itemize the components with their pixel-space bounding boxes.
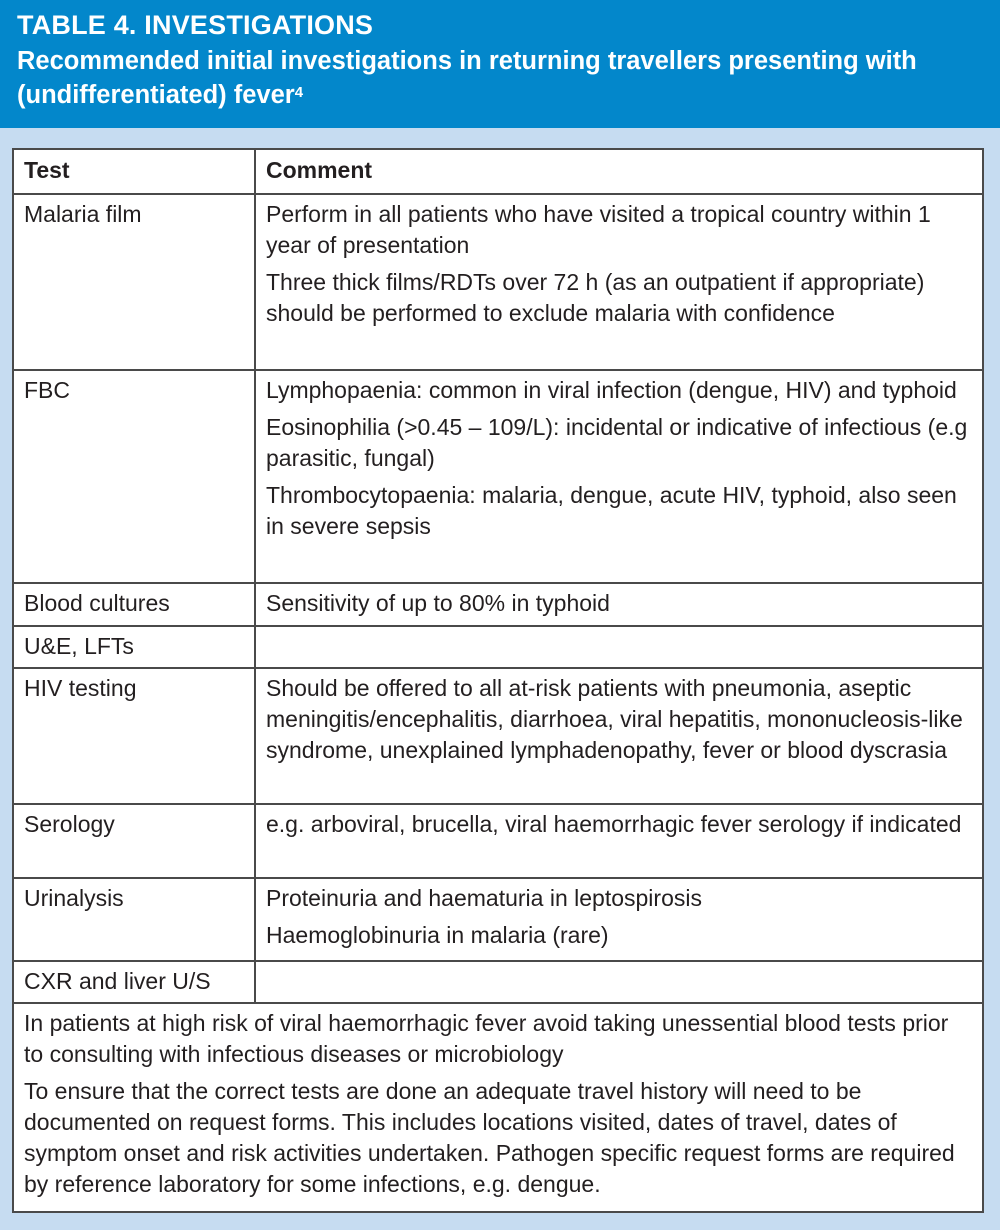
comment-cell — [255, 194, 983, 370]
comment-text: Proteinuria and haematuria in leptospirosis — [266, 885, 702, 911]
comment-text: Thrombocytopaenia: malaria, dengue, acute HIV, typhoid, also seen in severe sepsis — [266, 482, 957, 539]
footer-note: In patients at high risk of viral haemorrhagic fever avoid taking unessential blood tests prior to consulting with infectious diseases or microbiology — [24, 1010, 949, 1067]
reference-superscript: 4 — [294, 84, 304, 101]
comment-cell — [255, 804, 983, 878]
test-cell: Malaria film — [13, 194, 255, 370]
comment-text: Haemoglobinuria in malaria (rare) — [266, 922, 609, 948]
table-header-row — [13, 149, 983, 194]
table-row — [13, 668, 983, 804]
comment-text: Three thick films/RDTs over 72 h (as an outpatient if appropriate) should be performed to exclude malaria with confidence — [266, 269, 925, 326]
table-row — [13, 194, 983, 370]
header-comment: Comment — [255, 149, 983, 194]
test-cell: Serology — [13, 804, 255, 878]
test-cell: FBC — [13, 370, 255, 583]
footer-notes — [13, 1003, 983, 1212]
table-footer-row — [13, 1003, 983, 1212]
table-title-banner — [0, 0, 1000, 128]
comment-cell — [255, 626, 983, 668]
comment-cell — [255, 583, 983, 626]
test-cell: CXR and liver U/S — [13, 961, 255, 1003]
footer-note: To ensure that the correct tests are done an adequate travel history will need to be documented on request forms. This includes locations visited, dates of travel, dates of symptom onset and risk activities undertaken. Pathogen specific request forms are required by reference laboratory for some infections, e.g. dengue. — [24, 1078, 955, 1197]
table-row — [13, 961, 983, 1003]
header-test: Test — [13, 149, 255, 194]
investigations-table — [12, 148, 984, 1213]
table-row — [13, 878, 983, 961]
test-cell: Urinalysis — [13, 878, 255, 961]
comment-text: Eosinophilia (>0.45 – 109/L): incidental or indicative of infectious (e.g parasitic, fungal) — [266, 414, 968, 471]
comment-text: Lymphopaenia: common in viral infection (dengue, HIV) and typhoid — [266, 377, 957, 403]
comment-cell — [255, 370, 983, 583]
test-cell: U&E, LFTs — [13, 626, 255, 668]
table-row — [13, 370, 983, 583]
comment-cell — [255, 878, 983, 961]
comment-cell — [255, 668, 983, 804]
table-title: TABLE 4. INVESTIGATIONS — [17, 10, 374, 40]
test-cell: Blood cultures — [13, 583, 255, 626]
table-row — [13, 804, 983, 878]
comment-text: Perform in all patients who have visited a tropical country within 1 year of presentation — [266, 201, 931, 258]
comment-text: Sensitivity of up to 80% in typhoid — [266, 590, 610, 616]
table-row — [13, 626, 983, 668]
comment-text: e.g. arboviral, brucella, viral haemorrhagic fever serology if indicated — [266, 811, 962, 837]
table-row — [13, 583, 983, 626]
test-cell: HIV testing — [13, 668, 255, 804]
table-subtitle: Recommended initial investigations in returning travellers presenting with (undifferentiated) fever$^4$ — [17, 47, 917, 109]
comment-cell — [255, 961, 983, 1003]
comment-text: Should be offered to all at-risk patients with pneumonia, aseptic meningitis/encephalitis, diarrhoea, viral hepatitis, mononucleosis-like syndrome, unexplained lymphadenopathy, fever or blood dyscrasia — [266, 675, 963, 763]
